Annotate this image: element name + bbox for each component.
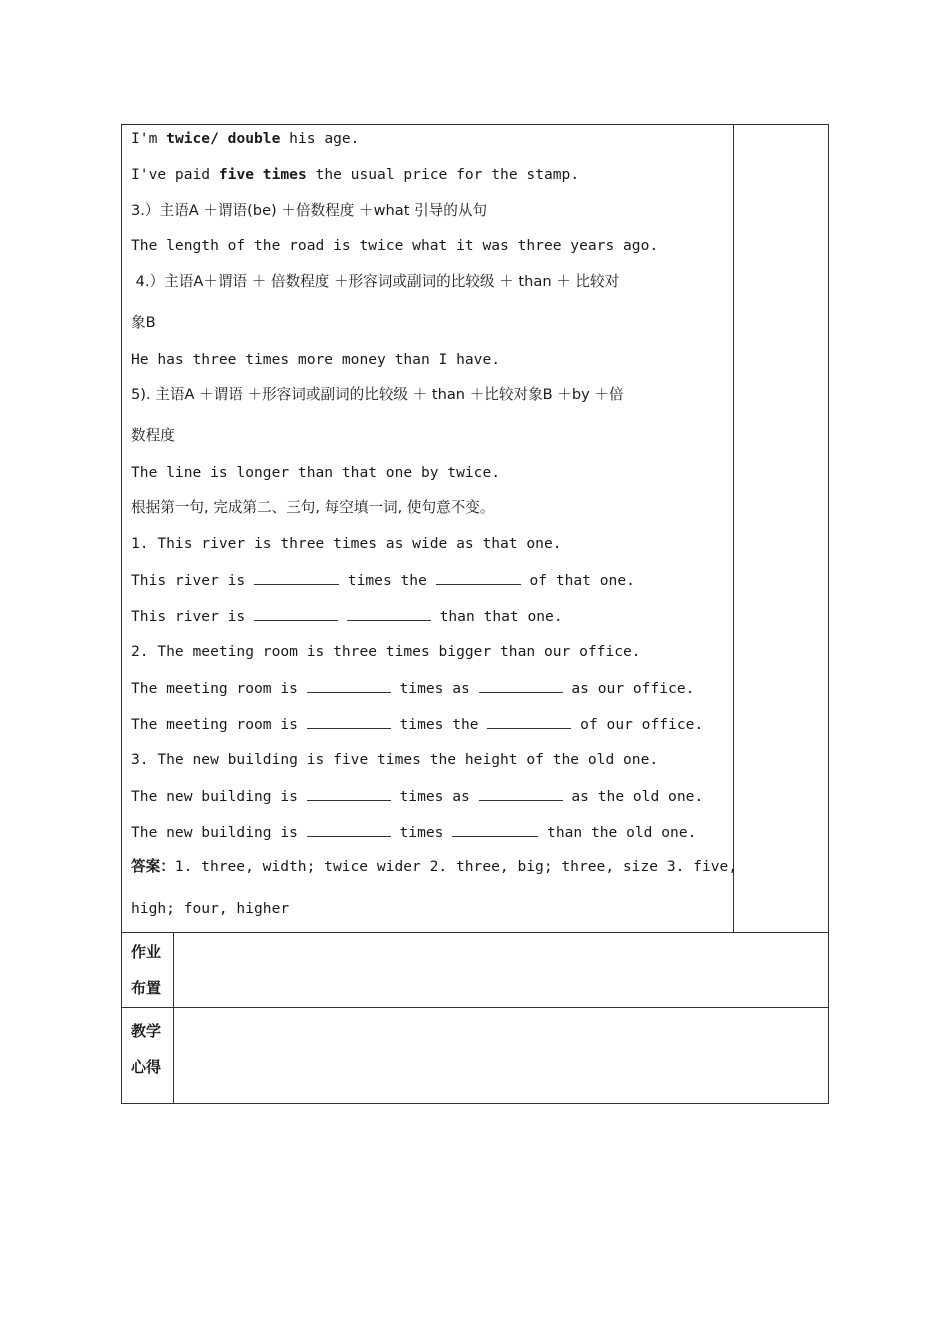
exercise-3b: The new building is times than the old one.: [131, 824, 697, 841]
rule-5: 5). 主语A ＋谓语 ＋形容词或副词的比较级 ＋ than ＋比较对象B ＋by ＋倍: [131, 386, 624, 403]
blank-field[interactable]: [479, 786, 563, 801]
label-column-divider: [173, 932, 174, 1104]
blank-field[interactable]: [254, 570, 339, 585]
exercise-1a: This river is times the of that one.: [131, 572, 635, 589]
right-column-divider: [733, 124, 734, 932]
row-divider-2: [121, 1007, 829, 1008]
blank-field[interactable]: [452, 822, 538, 837]
blank-field[interactable]: [436, 570, 521, 585]
reflection-label: 教学 心得: [131, 1022, 162, 1076]
bold-phrase: five times: [218, 166, 307, 183]
rule-4: 4.）主语A＋谓语 ＋ 倍数程度 ＋形容词或副词的比较级 ＋ than ＋ 比较对: [131, 273, 620, 290]
answer-label: 答案：: [131, 858, 175, 875]
blank-field[interactable]: [307, 786, 391, 801]
example-line-5: The line is longer than that one by twice.: [131, 464, 501, 481]
answer-key-cont: high; four, higher: [131, 900, 290, 917]
rule-4-cont: 象B: [131, 314, 156, 331]
exercise-2: 2. The meeting room is three times bigger than our office.: [131, 643, 641, 660]
homework-label: 作业 布置: [131, 943, 162, 997]
exercise-3a: The new building is times as as the old one.: [131, 788, 704, 805]
blank-field[interactable]: [487, 714, 571, 729]
blank-field[interactable]: [307, 678, 391, 693]
blank-field[interactable]: [307, 714, 391, 729]
example-line-2: I've paid five times the usual price for the stamp.: [131, 166, 580, 183]
answer-key: 答案：1. three, width; twice wider 2. three, big; three, size 3. five,: [131, 858, 738, 875]
example-line-4: He has three times more money than I have.: [131, 351, 501, 368]
blank-field[interactable]: [254, 606, 338, 621]
rule-5-cont: 数程度: [131, 427, 175, 444]
row-divider-1: [121, 932, 829, 933]
blank-field[interactable]: [347, 606, 431, 621]
exercise-1b: This river is than that one.: [131, 608, 563, 625]
rule-3: 3.）主语A ＋谓语(be) ＋倍数程度 ＋what 引导的从句: [131, 202, 488, 219]
lesson-table: [121, 124, 829, 1104]
exercise-instructions: 根据第一句, 完成第二、三句, 每空填一词, 使句意不变。: [131, 499, 495, 516]
example-line-1: I'm twice/ double his age.: [131, 130, 360, 147]
blank-field[interactable]: [479, 678, 563, 693]
exercise-3: 3. The new building is five times the height of the old one.: [131, 751, 659, 768]
bold-phrase: twice/ double: [166, 130, 281, 147]
example-line-3: The length of the road is twice what it was three years ago.: [131, 237, 659, 254]
blank-field[interactable]: [307, 822, 391, 837]
exercise-2b: The meeting room is times the of our office.: [131, 716, 704, 733]
exercise-1: 1. This river is three times as wide as that one.: [131, 535, 562, 552]
exercise-2a: The meeting room is times as as our office.: [131, 680, 695, 697]
